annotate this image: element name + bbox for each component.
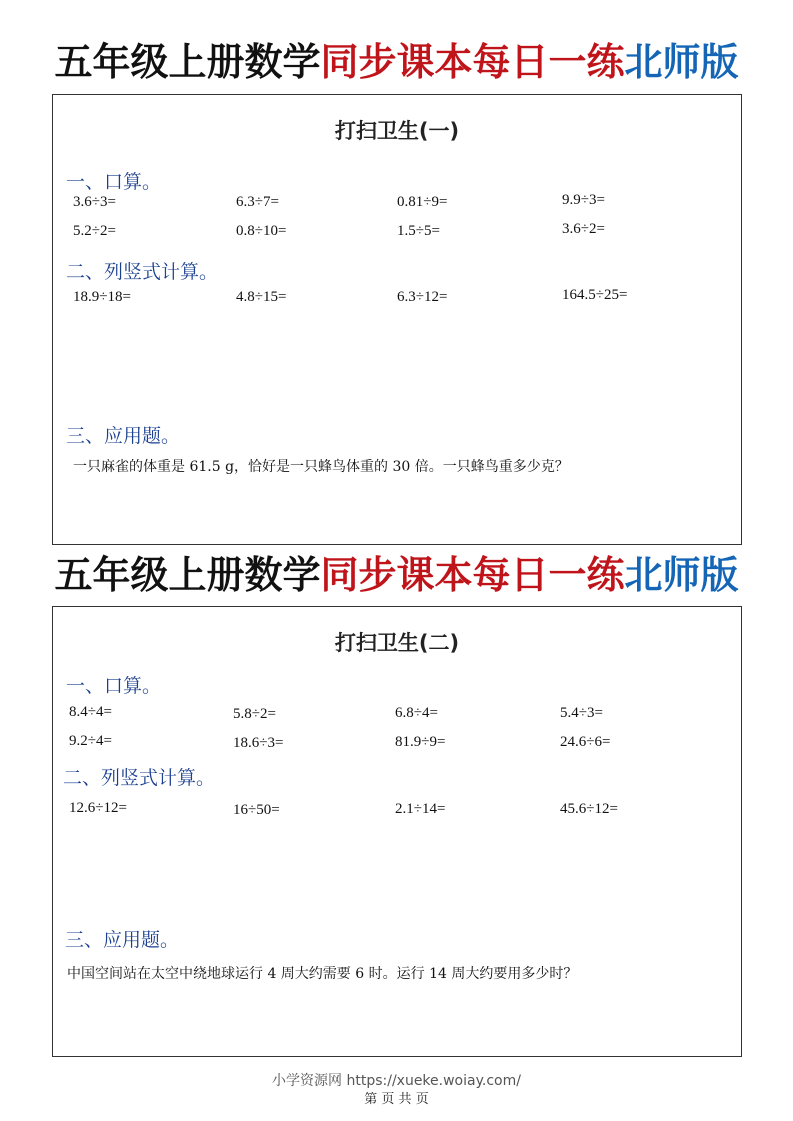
banner-grade: 五年级上册数学 <box>54 40 321 84</box>
oral-problem: 3.6÷2= <box>562 221 605 237</box>
section-vertical-heading: 二、列竖式计算。 <box>66 261 219 283</box>
vertical-problem: 12.6÷12= <box>69 800 127 816</box>
worksheet-title: 打扫卫生(二) <box>334 631 460 655</box>
worksheet-title: 打扫卫生(一) <box>334 119 460 143</box>
page-banner-1 <box>0 40 793 84</box>
oral-problem: 1.5÷5= <box>397 223 440 239</box>
vertical-problem: 164.5÷25= <box>562 287 628 303</box>
oral-problem: 3.6÷3= <box>73 194 116 210</box>
footer-source: 小学资源网 https://xueke.woiay.com/ <box>272 1073 521 1089</box>
oral-problem: 0.81÷9= <box>397 194 448 210</box>
section-vertical-heading: 二、列竖式计算。 <box>63 767 216 789</box>
section-word-heading: 三、应用题。 <box>65 929 180 951</box>
banner-practice: 同步课本每日一练 <box>320 40 625 84</box>
oral-problem: 9.2÷4= <box>69 733 112 749</box>
banner-practice: 同步课本每日一练 <box>320 553 625 597</box>
vertical-problem: 2.1÷14= <box>395 801 446 817</box>
word-problem: 中国空间站在太空中绕地球运行 4 周大约需要 6 时。运行 14 周大约要用多少时？ <box>67 966 578 982</box>
section-oral-heading: 一、口算。 <box>66 171 162 193</box>
banner-edition: 北师版 <box>624 553 739 597</box>
vertical-problem: 16÷50= <box>233 802 280 818</box>
oral-problem: 18.6÷3= <box>233 735 284 751</box>
oral-problem: 9.9÷3= <box>562 192 605 208</box>
word-problem: 一只麻雀的体重是 61.5 g，恰好是一只蜂鸟体重的 30 倍。一只蜂鸟重多少克？ <box>73 459 569 475</box>
oral-problem: 5.4÷3= <box>560 705 603 721</box>
page-banner-2 <box>0 553 793 597</box>
vertical-problem: 18.9÷18= <box>73 289 131 305</box>
oral-problem: 6.8÷4= <box>395 705 438 721</box>
oral-problem: 0.8÷10= <box>236 223 287 239</box>
oral-problem: 6.3÷7= <box>236 194 279 210</box>
oral-problem: 5.8÷2= <box>233 706 276 722</box>
vertical-problem: 6.3÷12= <box>397 289 448 305</box>
vertical-problem: 4.8÷15= <box>236 289 287 305</box>
worksheet-2 <box>52 606 742 1057</box>
banner-grade: 五年级上册数学 <box>54 553 321 597</box>
worksheet-1 <box>52 94 742 545</box>
oral-problem: 5.2÷2= <box>73 223 116 239</box>
footer-page-number: 第 页 共 页 <box>364 1092 429 1107</box>
oral-problem: 24.6÷6= <box>560 734 611 750</box>
oral-problem: 81.9÷9= <box>395 734 446 750</box>
banner-edition: 北师版 <box>624 40 739 84</box>
section-word-heading: 三、应用题。 <box>66 425 181 447</box>
section-oral-heading: 一、口算。 <box>66 675 162 697</box>
vertical-problem: 45.6÷12= <box>560 801 618 817</box>
oral-problem: 8.4÷4= <box>69 704 112 720</box>
